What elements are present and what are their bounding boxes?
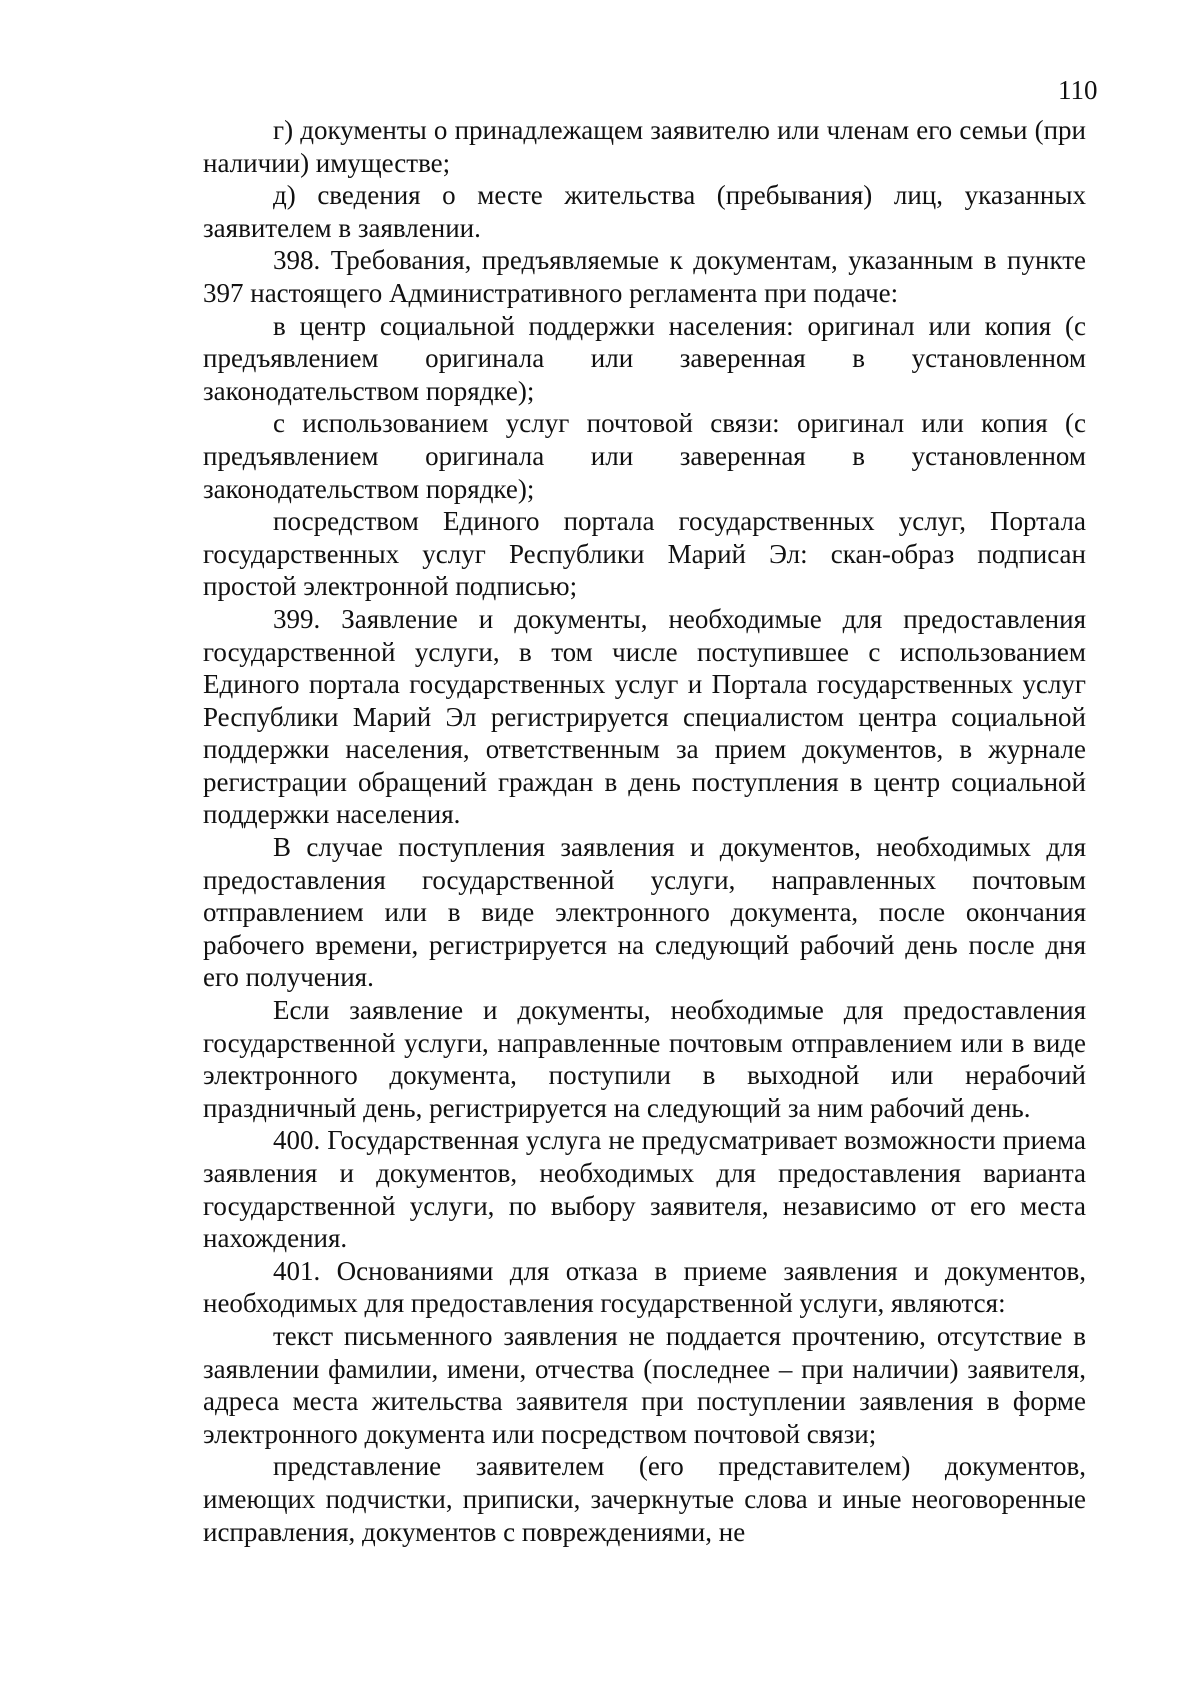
document-body xyxy=(203,114,1086,1548)
paragraph-refusal-unreadable: текст письменного заявления не поддается прочтению, отсутствие в заявлении фамилии, имени, отчества (последнее – при наличии) заявителя, адреса места жительства заявителя при поступлении заявления в форме электронного документа или посредством почтовой связи; xyxy=(203,1320,1086,1449)
paragraph-after-hours: В случае поступления заявления и документов, необходимых для предоставления государственной услуги, направленных почтовым отправлением или в виде электронного документа, после окончания рабочего времени, регистрируется на следующий рабочий день после дня его получения. xyxy=(203,832,1086,993)
paragraph-398: 398. Требования, предъявляемые к документам, указанным в пункте 397 настоящего Административного регламента при подаче: xyxy=(203,245,1086,308)
page-number: 110 xyxy=(1058,75,1098,105)
paragraph-399: 399. Заявление и документы, необходимые для предоставления государственной услуги, в том числе поступившее с использованием Единого портала государственных услуг и Портала государственных услуг Республики Марий Эл регистрируется специалистом центра социальной поддержки населения, ответственным за прием документов, в журнале регистрации обращений граждан в день поступления в центр социальной поддержки населения. xyxy=(203,603,1086,830)
paragraph-item-g: г) документы о принадлежащем заявителю или членам его семьи (при наличии) имуществе; xyxy=(203,115,1086,178)
paragraph-requirement-portal: посредством Единого портала государственных услуг, Портала государственных услуг Республики Марий Эл: скан-образ подписан простой электронной подписью; xyxy=(203,506,1086,602)
paragraph-requirement-post: с использованием услуг почтовой связи: оригинал или копия (с предъявлением оригинала или заверенная в установленном законодательством порядке); xyxy=(203,408,1086,504)
paragraph-refusal-corrections: представление заявителем (его представителем) документов, имеющих подчистки, приписки, зачеркнутые слова и иные неоговоренные исправления, документов с повреждениями, не xyxy=(203,1451,1086,1547)
paragraph-holiday: Если заявление и документы, необходимые для предоставления государственной услуги, направленные почтовым отправлением или в виде электронного документа, поступили в выходной или нерабочий праздничный день, регистрируется на следующий за ним рабочий день. xyxy=(203,995,1086,1123)
paragraph-400: 400. Государственная услуга не предусматривает возможности приема заявления и документов, необходимых для предоставления варианта государственной услуги, по выбору заявителя, независимо от его места нахождения. xyxy=(203,1125,1086,1254)
paragraph-item-d: д) сведения о месте жительства (пребывания) лиц, указанных заявителем в заявлении. xyxy=(203,180,1086,243)
paragraph-401: 401. Основаниями для отказа в приеме заявления и документов, необходимых для предоставления государственной услуги, являются: xyxy=(203,1255,1086,1319)
paragraph-requirement-center: в центр социальной поддержки населения: оригинал или копия (с предъявлением оригинала или заверенная в установленном законодательством порядке); xyxy=(203,310,1086,406)
